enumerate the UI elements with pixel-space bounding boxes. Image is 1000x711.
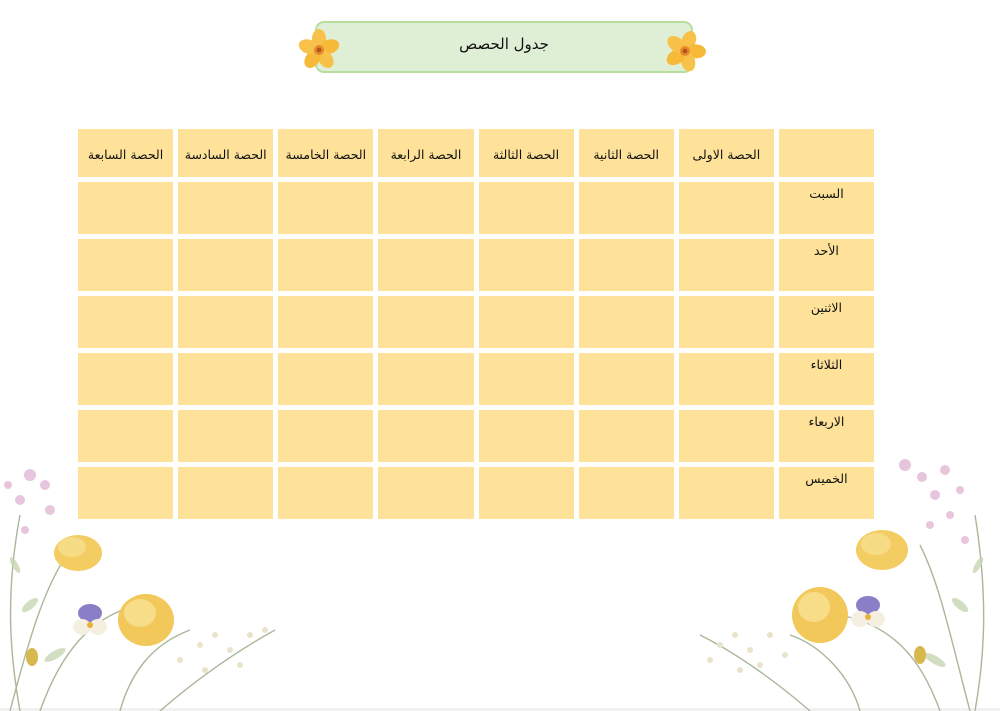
day-label: الثلاثاء xyxy=(779,353,874,405)
schedule-cell[interactable] xyxy=(679,182,774,234)
period-header: الحصة الثالثة xyxy=(479,129,574,177)
schedule-cell[interactable] xyxy=(479,182,574,234)
floral-decoration xyxy=(690,455,990,711)
schedule-cell[interactable] xyxy=(378,182,473,234)
period-header: الحصة الخامسة xyxy=(278,129,373,177)
schedule-cell[interactable] xyxy=(579,467,674,519)
schedule-cell[interactable] xyxy=(579,353,674,405)
schedule-cell[interactable] xyxy=(78,296,173,348)
page-title: جدول الحصص xyxy=(459,35,549,53)
schedule-cell[interactable] xyxy=(378,239,473,291)
schedule-cell[interactable] xyxy=(579,239,674,291)
schedule-cell[interactable] xyxy=(679,239,774,291)
schedule-cell[interactable] xyxy=(278,467,373,519)
schedule-cell[interactable] xyxy=(78,239,173,291)
period-header: الحصة الثانية xyxy=(579,129,674,177)
schedule-cell[interactable] xyxy=(378,296,473,348)
schedule-cell[interactable] xyxy=(679,296,774,348)
period-header: الحصة السادسة xyxy=(178,129,273,177)
schedule-cell[interactable] xyxy=(178,296,273,348)
schedule-cell[interactable] xyxy=(178,182,273,234)
corner-cell xyxy=(779,129,874,177)
day-label: الاربعاء xyxy=(779,410,874,462)
day-label: السبت xyxy=(779,182,874,234)
schedule-cell[interactable] xyxy=(178,239,273,291)
schedule-cell[interactable] xyxy=(278,239,373,291)
period-header: الحصة الرابعة xyxy=(378,129,473,177)
schedule-cell[interactable] xyxy=(479,296,574,348)
period-header: الحصة السابعة xyxy=(78,129,173,177)
schedule-cell[interactable] xyxy=(278,296,373,348)
schedule-cell[interactable] xyxy=(579,410,674,462)
flower-icon xyxy=(297,28,341,72)
schedule-cell[interactable] xyxy=(579,182,674,234)
title-banner xyxy=(315,21,693,73)
schedule-cell[interactable] xyxy=(278,353,373,405)
day-label: الاثنين xyxy=(779,296,874,348)
schedule-cell[interactable] xyxy=(278,410,373,462)
period-header: الحصة الاولى xyxy=(679,129,774,177)
schedule-cell[interactable] xyxy=(178,353,273,405)
schedule-cell[interactable] xyxy=(78,182,173,234)
schedule-cell[interactable] xyxy=(479,239,574,291)
schedule-cell[interactable] xyxy=(479,353,574,405)
schedule-cell[interactable] xyxy=(479,467,574,519)
flower-icon xyxy=(663,29,707,73)
day-label: الأحد xyxy=(779,239,874,291)
floral-decoration xyxy=(0,455,290,711)
schedule-cell[interactable] xyxy=(378,467,473,519)
schedule-cell[interactable] xyxy=(378,353,473,405)
schedule-cell[interactable] xyxy=(579,296,674,348)
schedule-cell[interactable] xyxy=(78,353,173,405)
schedule-cell[interactable] xyxy=(479,410,574,462)
day-label: الخميس xyxy=(779,467,874,519)
schedule-cell[interactable] xyxy=(679,353,774,405)
schedule-cell[interactable] xyxy=(378,410,473,462)
schedule-cell[interactable] xyxy=(278,182,373,234)
